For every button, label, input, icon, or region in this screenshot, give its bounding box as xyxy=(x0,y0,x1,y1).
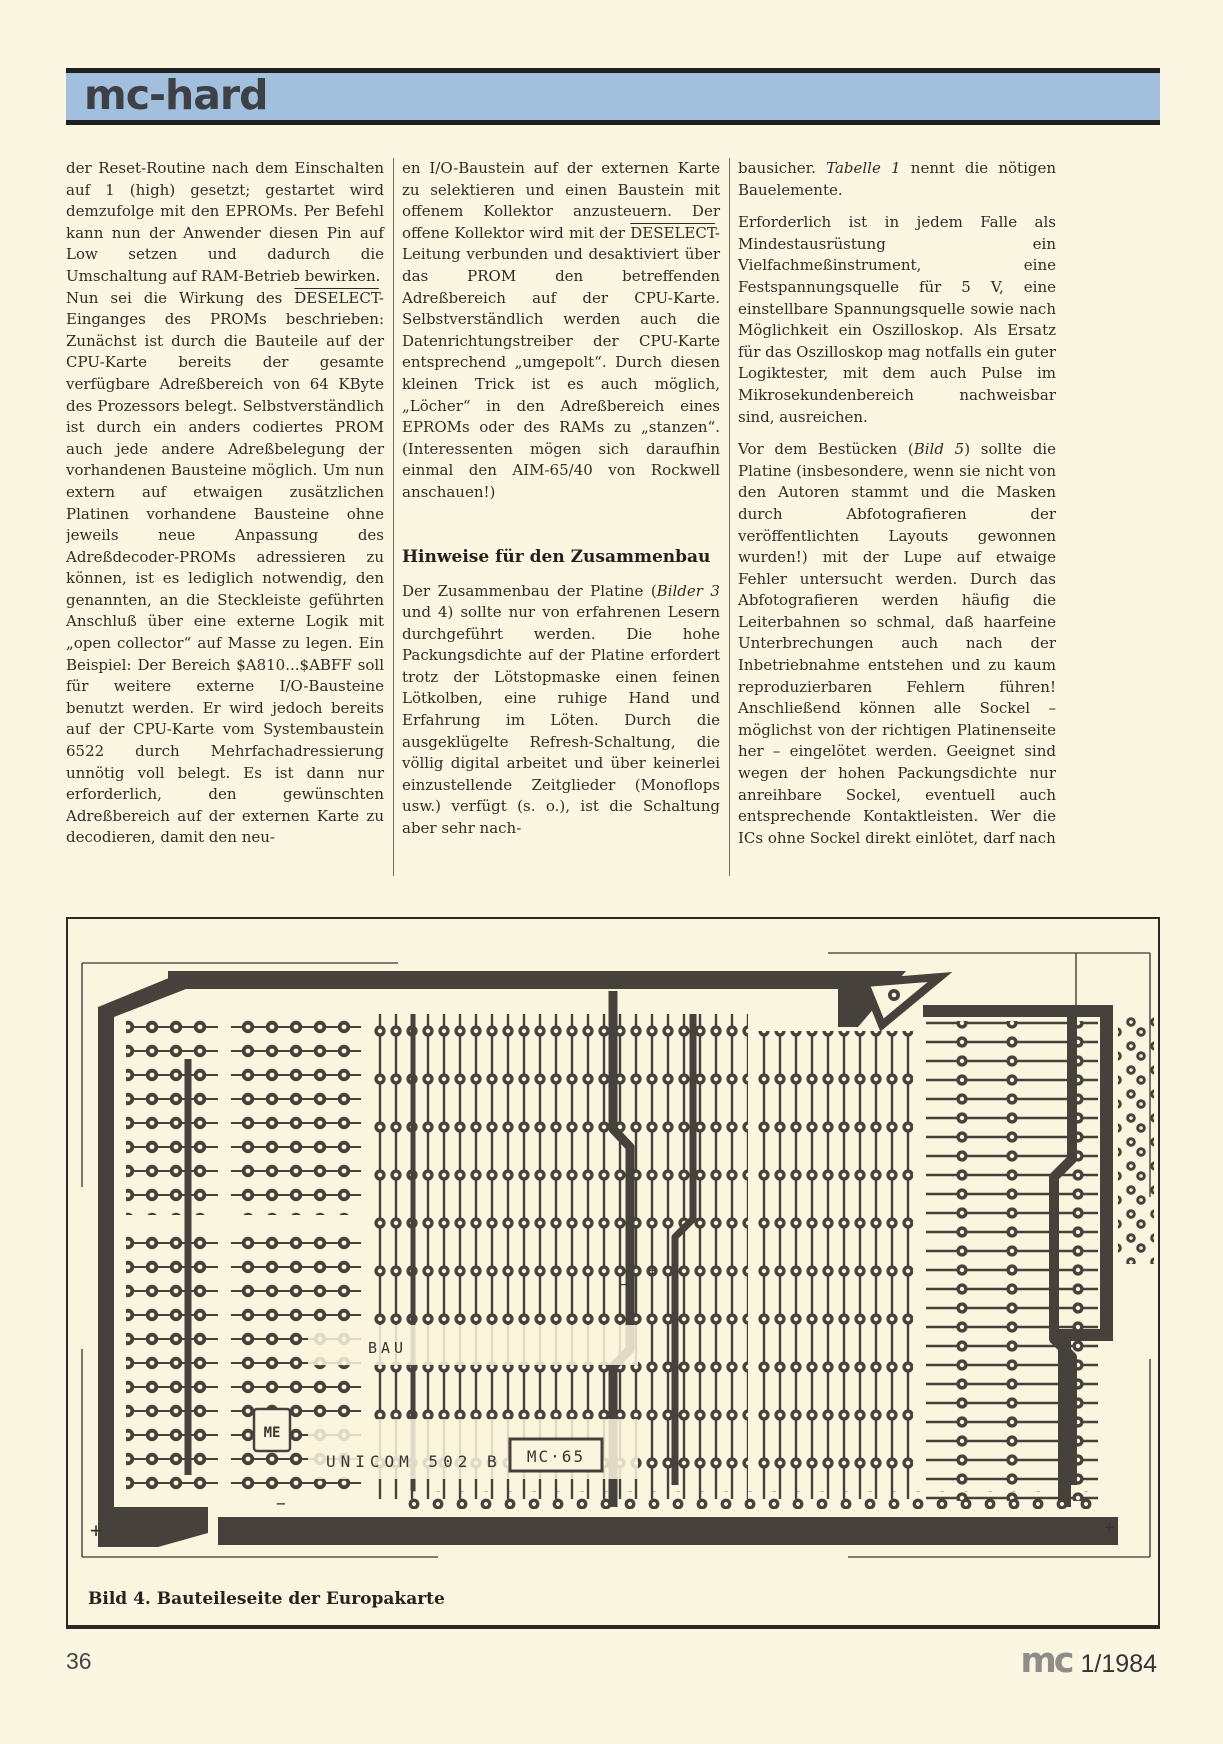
deselect-signal-label: DESELECT xyxy=(630,223,715,242)
polarity-minus: − xyxy=(276,1494,286,1513)
paragraph: Der Zusammenbau der Platine (Bilder 3 und 4) sollte nur von erfahrenen Lesern durchgeführt werden. Die hohe Packungsdichte auf der Platine erfordert trotz der Lötstopmaske einen feinen Lötkolben, eine ruhige Hand und Erfahrung im Löten. Durch die ausgeklügelte Refresh-Schaltung, die völlig digital arbeitet und über keinerlei einzustellende Zeitglieder (Monoflops usw.) verfügt (s. o.), ist die Schaltung aber sehr nach- xyxy=(402,581,720,838)
article-column-1 xyxy=(66,158,384,876)
section-header xyxy=(66,68,1160,125)
board-label-unicom: UNICOM 502 B xyxy=(326,1452,502,1471)
polarity-minus: − xyxy=(620,1277,629,1293)
paragraph: Nun sei die Wirkung des DESELECT-Einganges des PROMs beschrieben: Zunächst ist durch die Bauteile auf der CPU-Karte bereits der gesamte verfügbare Adreßbereich von 64 KByte des Prozessors belegt. Selbstverständlich ist durch ein anders codiertes PROM auch jede andere Adreßbelegung der vorhandenen Bausteine möglich. Um nun extern auf etwaigen zusätzlichen Platinen vorhandene Bausteine ohne jeweils neue Anpassung des Adreßdecoder-PROMs adressieren zu können, ist es lediglich notwendig, den genannten, an die Steckleiste geführten Anschluß über eine externe Logik mit „open collector“ auf Masse zu legen. Ein Beispiel: Der Bereich $A810...$ABFF soll für weitere externe I/O-Bausteine benutzt werden. Er wird jedoch bereits auf der CPU-Karte vom Systembaustein 6522 durch Mehrfachadressierung unnötig voll belegt. Es ist dann nur erforderlich, den gewünschten Adreßbereich auf der externen Karte zu decodieren, damit den neu- xyxy=(66,288,384,847)
column-divider xyxy=(393,158,394,876)
figure-caption: Bild 4. Bauteileseite der Europakarte xyxy=(88,1589,445,1609)
board-label-mc65: MC·65 xyxy=(526,1447,586,1466)
polarity-plus: + xyxy=(1104,1517,1115,1538)
article-column-2 xyxy=(402,158,720,876)
manufacturer-logo: ME xyxy=(263,1425,281,1441)
section-title: mc-hard xyxy=(84,70,268,119)
issue-label: 1/1984 xyxy=(1080,1650,1157,1678)
section-banner xyxy=(66,70,1160,125)
article-body xyxy=(66,158,1056,876)
page-number: 36 xyxy=(66,1648,92,1674)
polarity-plus: + xyxy=(648,1263,657,1279)
deselect-signal-label: DESELECT xyxy=(294,288,379,307)
paragraph: en I/O-Baustein auf der externen Karte zu selektieren und einen Baustein mit offenem Kollektor anzusteuern. Der offene Kollektor wird mit der DESELECT-Leitung verbunden und desaktiviert über das PROM den betreffenden Adreßbereich auf der CPU-Karte. Selbstverständlich werden auch die Datenrichtungstreiber der CPU-Karte entsprechend „umgepolt“. Durch diesen kleinen Trick ist es auch möglich, „Löcher“ in den Adreßbereich eines EPROMs oder des RAMs zu „stanzen“. (Interessenten mögen sich daraufhin einmal den AIM-65/40 von Rockwell anschauen!) xyxy=(402,159,720,501)
figure-reference: Bild 5 xyxy=(913,440,965,459)
figure-reference: Bilder 3 xyxy=(656,581,720,600)
subsection-heading: Hinweise für den Zusammenbau xyxy=(402,546,711,567)
paragraph: der Reset-Routine nach dem Einschalten auf 1 (high) gesetzt; gestartet wird demzufolge mit den EPROMs. Per Befehl kann nun der Anwender diesen Pin auf Low setzen und dadurch die Umschaltung auf RAM-Betrieb bewirken. xyxy=(66,159,384,285)
table-reference: Tabelle 1 xyxy=(826,159,901,177)
footer-imprint xyxy=(1020,1641,1157,1681)
polarity-plus: + xyxy=(90,1518,103,1542)
article-column-3 xyxy=(738,158,1056,876)
paragraph: bausicher. Tabelle 1 nennt die nötigen Bauelemente. xyxy=(738,159,1056,199)
column-divider xyxy=(729,158,730,876)
mc-logo: mc xyxy=(1020,1641,1072,1681)
pcb-figure xyxy=(66,917,1160,1629)
corner-triangle-pad xyxy=(865,977,940,1025)
paragraph: Vor dem Bestücken (Bild 5) sollte die Platine (insbesondere, wenn sie nicht von den Autoren stammt und die Masken durch Abfotografieren der veröffentlichten Layouts gewonnen wurden!) mit der Lupe auf etwaige Fehler untersucht werden. Durch das Abfotografieren werden häufig die Leiterbahnen so schmal, daß haarfeine Unterbrechungen auch nach der Inbetriebnahme entstehen und zu kaum reproduzierbaren Fehlern führen! Anschließend können alle Sockel – möglichst von der richtigen Platinenseite her – eingelötet werden. Geeignet sind wegen der hohen Packungsdichte nur anreihbare Sockel, eventuell auch entsprechende Kontaktleisten. Wer die ICs ohne Sockel direkt einlötet, darf nach xyxy=(738,440,1056,847)
pcb-layout-image xyxy=(68,919,1158,1621)
label-window xyxy=(308,1325,638,1365)
board-label-bau: BAU xyxy=(368,1339,408,1357)
paragraph: Erforderlich ist in jedem Falle als Mindestausrüstung ein Vielfachmeßinstrument, eine Festspannungsquelle für 5 V, eine einstellbare Spannungsquelle sowie nach Möglichkeit ein Oszilloskop. Als Ersatz für das Oszilloskop mag notfalls ein guter Logiktester, mit dem auch Pulse im Mikrosekundenbereich nachweisbar sind, ausreichen. xyxy=(738,213,1056,426)
